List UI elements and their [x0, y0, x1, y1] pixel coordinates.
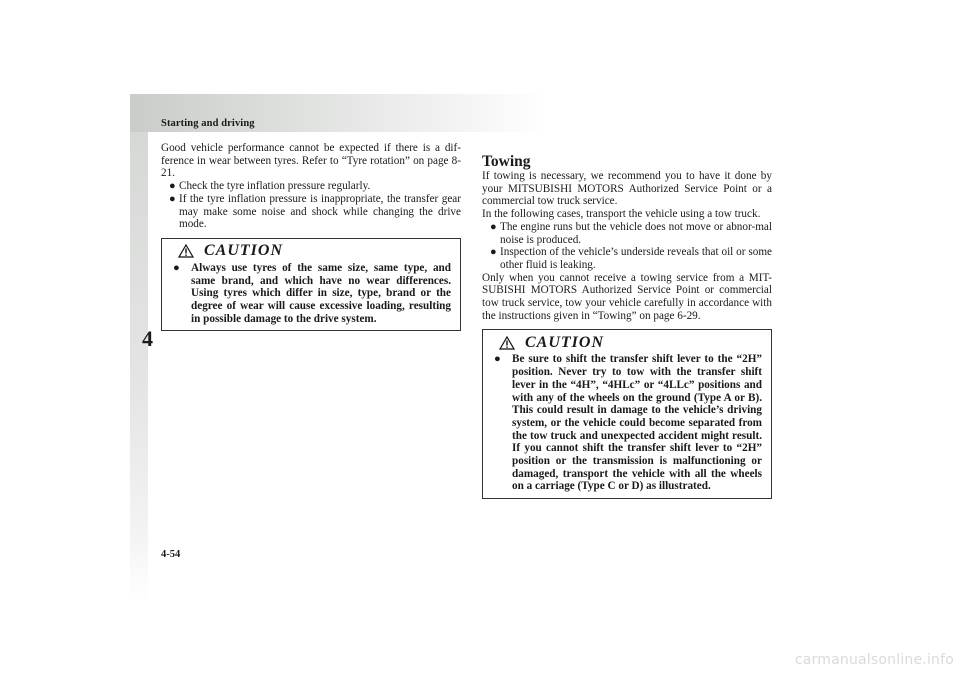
caution-text-content: Always use tyres of the same size, same type, and same brand, and which have no wear differences. Using tyres which differ in size, type, brand or the degree of wear will cause excessive loading, resulting in possible damage to the drive system. — [191, 261, 451, 325]
caution-text — [492, 353, 762, 493]
chapter-number: 4 — [142, 326, 153, 351]
bullet-icon: ● — [169, 180, 176, 193]
watermark: carmanualsonline.info — [794, 652, 954, 668]
bullet-icon: ● — [169, 192, 176, 205]
caution-header — [178, 243, 451, 260]
warning-triangle-icon — [499, 336, 515, 350]
section-header-title: Starting and driving — [161, 118, 255, 129]
caution-box-tyres — [161, 238, 461, 332]
caution-text-content: Be sure to shift the transfer shift lever to the “2H” position. Never try to tow with the transfer shift lever in the “4H”, “4HLc” or “4LLc” positions and with any of the wheels on the ground (Type A or B). This could result in damage to the vehicle’s driving system, or the vehicle could become separated from the tow truck and unexpected accident might result. If you cannot shift the transfer shift lever to “2H” position or the transmission is malfunctioning or damaged, transport the vehicle with all the wheels on a carriage (Type C or D) as illustrated. — [512, 353, 762, 493]
caution-header — [499, 334, 762, 351]
right-column — [482, 154, 772, 499]
tyre-wear-paragraph: Good vehicle performance cannot be expected if there is a dif-ference in wear between tyres. Refer to “Tyre rotation” on page 8-21. — [161, 142, 461, 180]
caution-text — [171, 262, 451, 326]
bullet-icon: ● — [494, 353, 501, 366]
bullet-text: Inspection of the vehicle’s underside reveals that oil or some other fluid is leaking. — [500, 246, 772, 271]
towing-paragraph-2: In the following cases, transport the vehicle using a tow truck. — [482, 208, 761, 221]
bullet-icon: ● — [490, 220, 497, 233]
bullet-text: If the tyre inflation pressure is inappropriate, the transfer gear may make some noise and shock while changing the drive mode. — [179, 192, 461, 231]
bullet-icon: ● — [490, 246, 497, 259]
towing-heading: Towing — [482, 153, 531, 170]
caution-title: CAUTION — [204, 242, 284, 260]
bullet-text: The engine runs but the vehicle does not move or abnor-mal noise is produced. — [500, 220, 772, 246]
bullet-item — [161, 180, 461, 193]
left-column — [161, 142, 461, 331]
bullet-item — [161, 193, 461, 231]
bullet-text: Check the tyre inflation pressure regularly. — [179, 180, 371, 193]
page-number: 4-54 — [161, 549, 181, 560]
towing-paragraph-1: If towing is necessary, we recommend you to have it done by your MITSUBISHI MOTORS Authorized Service Point or a commercial tow truck service. — [482, 170, 772, 208]
towing-paragraph-3: Only when you cannot receive a towing service from a MIT-SUBISHI MOTORS Authorized Service Point or commercial tow truck service, tow your vehicle carefully in accordance with the instructions given in “Towing” on page 6-29. — [482, 271, 772, 322]
bullet-item — [482, 246, 772, 271]
caution-title: CAUTION — [525, 333, 605, 351]
page-header — [130, 94, 548, 132]
bullet-icon: ● — [173, 261, 180, 274]
caution-box-towing — [482, 329, 772, 499]
warning-triangle-icon — [178, 244, 194, 258]
bullet-item — [482, 221, 772, 246]
chapter-tab-strip — [130, 132, 148, 602]
